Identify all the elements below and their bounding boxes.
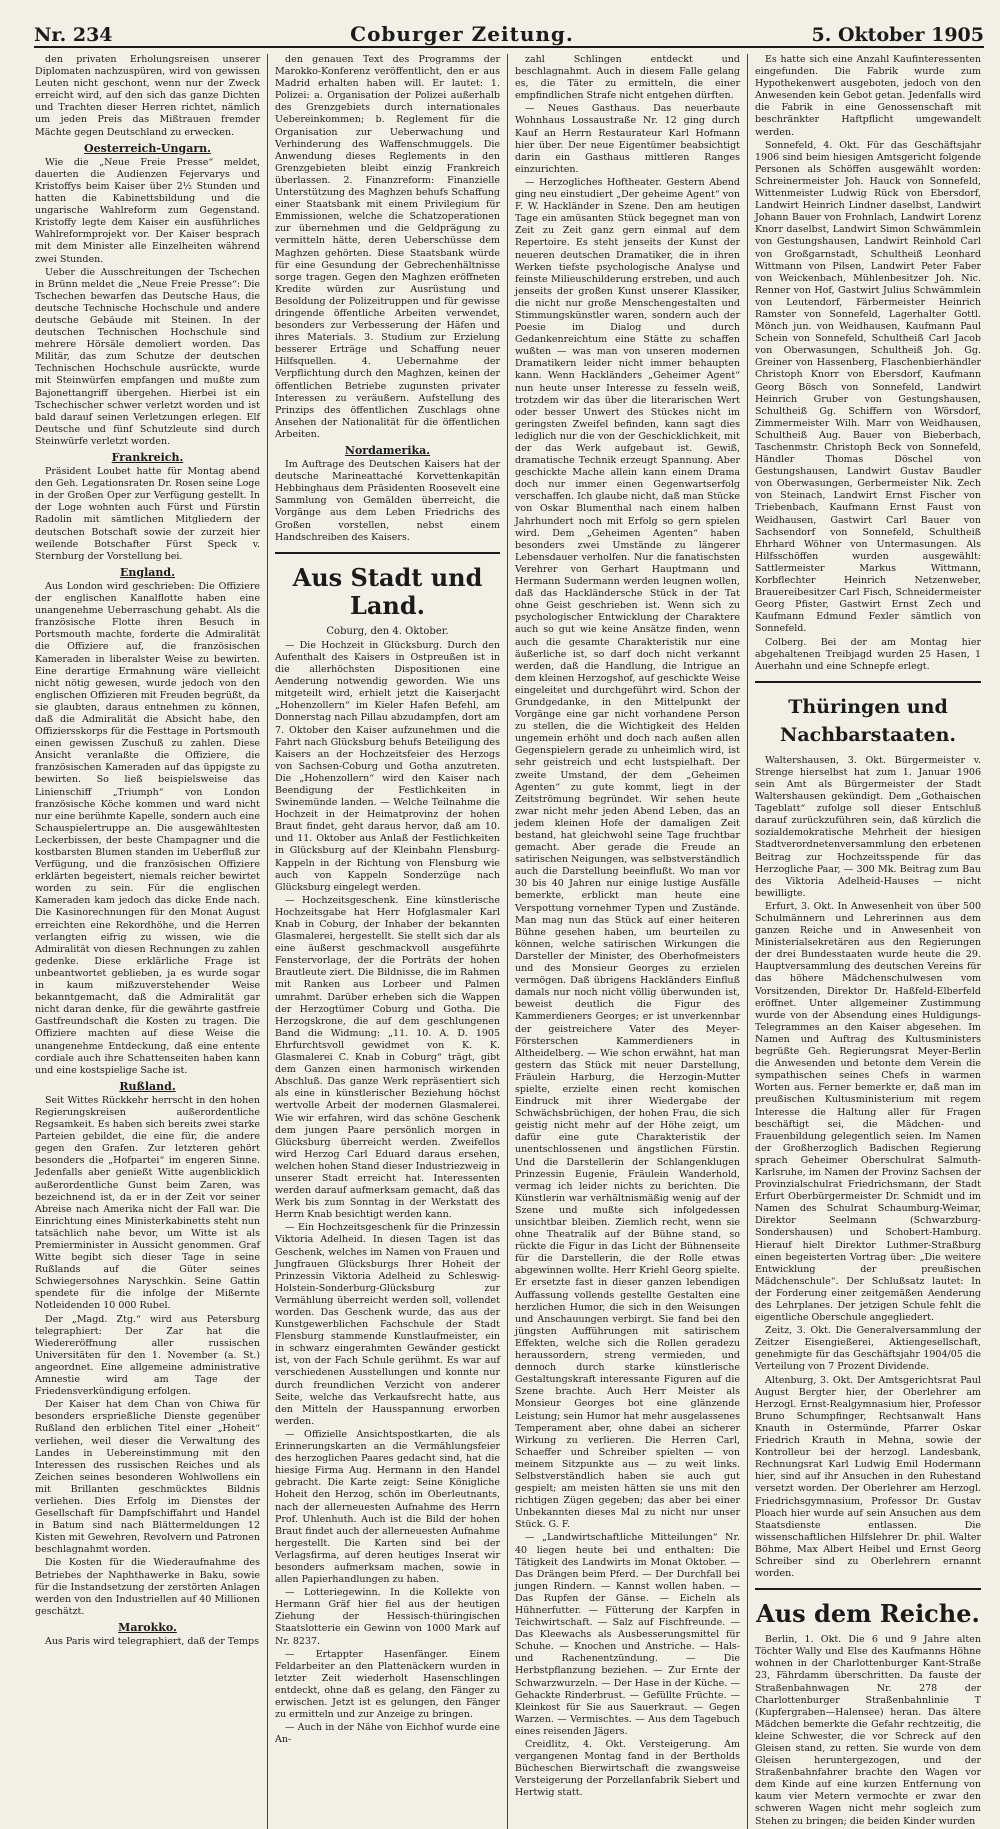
article-paragraph: Aus Paris wird telegraphiert, daß der Temps <box>45 1636 259 1647</box>
column-1 <box>28 54 268 1829</box>
issue-date: 5. Oktober 1905 <box>811 24 984 46</box>
dateline: Coburg, den 4. Oktober. <box>326 625 449 637</box>
article-paragraph: Berlin, 1. Okt. Die 6 und 9 Jahre alten Töchter Wally und Else des Kaufmanns Höhne wohnen in der Charlottenburger Kant-Straße 23, Fährdamm überschritten. Da fauste der Straßenbahnwagen Nr. 278 der Charlottenburger Straßenbahnlinie T (Kupfergraben—Halensee) heran. Das ältere Mädchen bemerkte die Gefahr rechtzeitig, die kleine Schwester, die vor Schreck auf den Gleisen stand, zu retten. Sie wurde von dem Gleisen heruntergezogen, und der Straßenbahnfahrer brachte den Wagen vor dem Kinde auf eine kurzen Entfernung von kaum vier Metern vermochte er zwar den schweren Wagen nicht mehr sogleich zum Stehen zu bringen; die beiden Kinder wurden <box>755 1634 981 1827</box>
article-paragraph: Erfurt, 3. Okt. In Anwesenheit von über 500 Schulmännern und Lehrerinnen aus dem ganzen Reiche und in Anwesenheit von Ministerialsekretären aus den Regierungen der drei Bundesstaaten wurde heute die 29. Hauptversammlung des deutschen Vereins für das höhere Mädchenschulwesen vom Vorsitzenden, Direktor Dr. Haßfeld-Elberfeld eröffnet. Unter allgemeiner Zustimmung wurde von der Absendung eines Huldigungs-Telegrammes an den Kaiser abgesehen. Im Namen und Auftrag des Kultusministers begrüßte Geh. Regierungsrat Meyer-Berlin die Anwesenden und betonte dem Verein die sympathischen seines Chefs in warmen Worten aus. Ferner bemerkte er, daß man im preußischen Kultusministerium mit regem Interesse die Haltung aller für Fragen beschäftigt sei, die Mädchen- und Frauenbildung gelegentlich seien. Im Namen der Großherzoglich Badischen Regierung sprach Geheimer Oberschulrat Salmuth-Karlsruhe, im Namen der Provinz Sachsen der Provinzialschulrat Friedrichsmann, der Stadt Erfurt Oberbürgermeister Dr. Schmidt und im Namen des Schulrat Schaumburg-Weimar, Direktor Seelmann (Schwarzburg-Sondershausen) und Schobert-Hamburg. Hierauf hielt Direktor Luthmer-Straßburg einen begeisterten Vortrag über: „Die weitere Entwicklung der preußischen Mädchenschule“. Der Schlußsatz lautet: In der Forderung einer zeitgemäßen Aenderung des Lehrplanes. Der jetzigen Schule fehlt die eigentliche Oberschule angegliedert. <box>755 900 981 1324</box>
article-paragraph: Creidlitz, 4. Okt. Versteigerung. Am vergangenen Montag fand in der Bertholds Bücheschen Bierwirtschaft die zwangsweise Versteigerung der Porzellanfabrik Siebert und Hertwig statt. <box>515 1739 740 1799</box>
article-paragraph: — Neues Gasthaus. Das neuerbaute Wohnhaus Lossaustraße Nr. 12 ging durch Kauf an Herrn Restaurateur Karl Hofmann hier über. Der neue Eigentümer beabsichtigt darin ein Gasthaus mittleren Ranges einzurichten. <box>515 103 740 175</box>
article-paragraph: Präsident Loubet hatte für Montag abend den Geh. Legationsraten Dr. Rosen seine Loge in der Großen Oper zur Verfügung gestellt. In der Loge wohnten auch Fürst und Fürstin Radolin mit sämtlichen Mitgliedern der deutschen Botschaft sowie der zurzeit hier weilende Botschafter Fürst Speck v. Sternburg der Vorstellung bei. <box>35 466 260 562</box>
column-4 <box>748 54 988 1829</box>
article-paragraph: Es hatte sich eine Anzahl Kaufinteressenten eingefunden. Die Fabrik wurde zum Hypothekenwert ausgeboten, jedoch von den Anwesenden kein Gebot getan. Jedenfalls wird die Fabrik in eine Genossenschaft mit beschränkter Haftpflicht umgewandelt werden. <box>755 54 981 138</box>
column-2 <box>268 54 508 1829</box>
text-columns <box>28 54 988 1827</box>
article-paragraph: — Hochzeitsgeschenk. Eine künstlerische Hochzeitsgabe hat Herr Hofglasmaler Karl Knab in Coburg, der Inhaber der bekannten Glasmalerei, hergestellt. Sie stellt sich dar als eine äußerst geschmackvoll ausgeführte Fenstervorlage, der die Porträts der hohen Brautleute ziert. Die Bildnisse, die im Rahmen mit Ranken aus Lorbeer und Palmen umrahmt. Darüber erheben sich die Wappen der Herzogtümer Coburg und Gotha. Die Herzogskrone, die auf dem geschlungenen Band die Widmung: „11. 10. A. D. 1905 Ehrfurchtsvoll gewidmet von K. K. Glasmalerei C. Knab in Coburg“ trägt, gibt dem Ganzen einen harmonisch wirkenden Abschluß. Das ganze Werk repräsentiert sich als eine in künstlerischer Beziehung höchst wertvolle Arbeit der modernen Glasmalerei. Wie wir erfahren, wird das schöne Geschenk dem jungen Paare persönlich morgen in Glücksburg überreicht werden. Zweifellos wird Herzog Carl Eduard daraus ersehen, welchen hohen Stand dieser Industriezweig in unserer Stadt erreicht hat. Interessenten werden darauf aufmerksam gemacht, daß das Werk bis zum Sonntag in der Werkstatt des Herrn Knab besichtigt werden kann. <box>275 894 500 1221</box>
article-paragraph: Altenburg, 3. Okt. Der Amtsgerichtsrat Paul August Bergter hier, der Oberlehrer am Herzogl. Ernst-Realgymnasium hier, Professor Bruno Schumpfinger, Rechtsanwalt Hans Knauth in Ostermünde, Pfarrer Oskar Friedrich Krauth in Mehna, sowie der Kontrolleur bei der herzogl. Landesbank, Rechnungsrat Karl Ludwig Emil Hodermann hier, sind auf ihr Ansuchen in den Ruhestand versetzt worden. Der Oberlehrer am Herzogl. Friedrichsgymnasium, Professor Dr. Gustav Ploach hier wurde auf sein Ansuchen aus dem Staatsdienste entlassen. Die wissenschaftlichen Hilfslehrer Dr. phil. Walter Böhme, Max Albert Heibel und Ernst Georg Schreiber sind zu Oberlehrern ernannt worden. <box>755 1374 981 1580</box>
article-paragraph: Der Kaiser hat dem Chan von Chiwa für besonders ersprießliche Dienste gegenüber Rußland den erblichen Titel einer „Hoheit“ verliehen, weil dieser die Verwaltung des Landes in Uebereinstimmung mit den Interessen des russischen Reiches und als Zeichen seines besonderen Wohlwollens ein mit Brillanten geschmücktes Bildnis verliehen. Dies Erfolg im Dienstes der Gesellschaft für Dampfschiffahrt und Handel in Batum sind nach Blättermeldungen 12 Kisten mit Gewehren, Revolvern und Patronen beschlagnahmt worden. <box>35 1399 260 1556</box>
section-heading-russland: Rußland. <box>119 1079 176 1093</box>
section-heading-nordamerika: Nordamerika. <box>344 444 431 457</box>
article-paragraph: — Ein Hochzeitsgeschenk für die Prinzessin Viktoria Adelheid. In diesen Tagen ist das Geschenk, welches im Namen von Frauen und Jungfrauen Glücksburgs Ihrer Hoheit der Prinzessin Viktoria Adelheid zu Schleswig-Holstein-Sonderburg-Glücksburg zur Vermählung überreicht werden soll, vollendet worden. Das Geschenk wurde, das aus der Kunstgewerblichen Fachschule der Stadt Flensburg stammende Kunstlaufmeister, ein in schwarz eingerahmten Gewänder gestickt ist, von der Fach Schule gerühmt. Es war auf verschiedenen Ausstellungen und konnte nur durch freundlichen Verzicht von anderer Seite, welche das Verkaufsrecht hatte, aus den Mitteln der Hausspannung erworben werden. <box>275 1222 500 1427</box>
article-paragraph: — Auch in der Nähe von Eichhof wurde eine An- <box>275 1722 500 1746</box>
masthead <box>34 14 984 48</box>
article-paragraph: zahl Schlingen entdeckt und beschlagnahmt. Auch in diesem Falle gelang es, die Täter zu ermitteln, die einer empfindlichen Strafe nicht entgehen dürften. <box>515 54 740 102</box>
section-heading-thueringen: Thüringen und Nachbarstaaten. <box>779 695 957 746</box>
section-divider <box>275 552 500 554</box>
article-paragraph: — Die Hochzeit in Glücksburg. Durch den Aufenthalt des Kaisers in Ostpreußen ist in die allerhöchsten Dispositionen eine Aenderung notwendig geworden. Wie uns mitgeteilt wird, erhielt jetzt die Kaiserjacht „Hohenzollern“ im Kieler Hafen Befehl, am Donnerstag nach Pillau abzudampfen, dort am 7. Oktober den Kaiser aufzunehmen und die Fahrt nach Glücksburg behufs Beteiligung des Kaisers an der Hochzeitsfeier des Herzogs von Sachsen-Coburg und Gotha anzutreten. Die „Hohenzollern“ wird den Kaiser nach Beendigung der Festlichkeiten in Swinemünde landen. — Welche Teilnahme die Hochzeit in der Heimatprovinz der hohen Braut findet, geht daraus hervor, daß am 10. und 11. Oktober aus Anlaß der Festlichkeiten in Glücksburg auf der Kleinbahn Flensburg-Kappeln in der Richtung von Flensburg wie auch von Kappeln Sonderzüge nach Glücksburg eingelegt werden. <box>275 639 500 893</box>
newspaper-title: Coburger Zeitung. <box>350 22 574 46</box>
column-3 <box>508 54 748 1829</box>
article-paragraph: den genauen Text des Programms der Marokko-Konferenz veröffentlicht, den er aus Madrid erhalten haben will. Er lautet: 1. Polizei: a. Organisation der Polizei außerhalb des Grenzgebiets durch internationales Uebereinkommen; b. Reglement für die Organisation zur Ueberwachung und Verhinderung des Waffenschmuggels. Die Anwendung dieses Reglements in den Grenzgebieten bleibt einzig Frankreich überlassen. 2. Finanzreform: Finanzielle Unterstützung des Maghzen behufs Schaffung einer Staatsbank mit einem Privilegium für Emmissionen, welche die Schatzoperationen zur übernehmen und die Geldprägung zu vermitteln hätte, deren Ueberschüsse dem Maghzen gehörten. Diese Staatsbank würde für eine Gesundung der Gebrechenhältnisse sorge tragen. Gegen den Maghzen eröffneten Kredite würden zur Ausrüstung und Besoldung der Polizeitruppen und für gewisse dringende öffentliche Arbeiten verwendet, besonders zur Verbesserung der Häfen und ihres Materials. 3. Studium zur Erzielung besserer Erträge und Schaffung neuer Hilfsquellen. 4. Uebernahme der Verpflichtung durch den Maghzen, keinen der öffentlichen Betriebe zugunsten privater Interessen zu veräußern. Aufstellung des Prinzips des öffentlichen Zuschlags ohne Ansehen der Nationalität für die öffentlichen Arbeiten. <box>275 54 500 440</box>
article-paragraph: Sonnefeld, 4. Okt. Für das Geschäftsjahr 1906 sind beim hiesigen Amtsgericht folgende Personen als Schöffen ausgewählt worden: Schreinermeister Joh. Hauck von Sonnefeld, Wittenmeister Ludwig Rück von Ebersdorf, Landwirt Heinrich Lindner daselbst, Landwirt Johann Bauer von Frohnlach, Landwirt Lorenz Knorr daselbst, Landwirt Simon Schwämmlein von Gestungshausen, Landwirt Reinhold Carl von Großgarnstadt, Schultheiß Leonhard Wittmann von Pilsen, Landwirt Peter Faber von Weickenbach, Mühlenbesitzer Joh. Nic. Renner von Hof, Gastwirt Julius Schwämmlein von Leutendorf, Färbermeister Heinrich Ramster von Sonnefeld, Lagerhalter Gottl. Mönch jun. von Weidhausen, Kaufmann Paul Schein von Sonnefeld, Schultheiß Carl Jacob von Oberwasungen, Schultheiß Joh. Gg. Greiner von Hassenberg, Flaschenbierhändler Christoph Knorr von Ebersdorf, Kaufmann Georg Bösch von Sonnefeld, Landwirt Heinrich Gruber von Gestungshausen, Schultheiß Gg. Schiffern von Wörsdorf, Zimmermeister Wilh. Marr von Weidhausen, Schultheiß Aug. Bauer von Bieberbach, Taschenmstr. Christoph Beck von Sonnefeld, Händler Thomas Döschel von Gestungshausen, Landwirt Gustav Baudler von Oberwasungen, Gerbermeister Nik. Zech von Steinach, Landwirt Ernst Fischer von Triebenbach, Kaufmann Ernst Faust von Weidhausen, Gastwirt Carl Bauer von Sachsendorf von Sonnefeld, Schultheiß Ehrhard Wöhner von Untermasungen. Als Hilfsschöffen wurden ausgewählt: Sattlermeister Markus Wittmann, Korbflechter Heinrich Netzenweber, Brauereibesitzer Carl Fisch, Schneidermeister Georg Pfister, Gastwirt Ernst Zech und Kaufmann Edmund Fexler sämtlich von Sonnefeld. <box>755 139 981 635</box>
article-paragraph: Zeitz, 3. Okt. Die Generalversammlung der Zeitzer Eisengießerei, Aktiengesellschaft, genehmigte für das Geschäftsjahr 1904/05 die Verteilung von 7 Prozent Dividende. <box>755 1325 981 1373</box>
issue-number: Nr. 234 <box>34 24 113 46</box>
article-paragraph: Die Kosten für die Wiederaufnahme des Betriebes der Naphthawerke in Baku, sowie für die Instandsetzung der zerstörten Anlagen werden von den Industriellen auf 40 Millionen geschätzt. <box>35 1557 260 1617</box>
article-paragraph: Waltershausen, 3. Okt. Bürgermeister v. Strenge hierselbst hat zum 1. Januar 1906 sein Amt als Bürgermeister der Stadt Waltershausen gekündigt. Dem „Gothaischen Tageblatt“ zufolge soll dieser Entschluß darauf zurückzuführen sein, daß kürzlich die sozialdemokratische Mehrheit der hiesigen Stadtverordnetenversammlung den erbetenen Beitrag zur Hochzeitsspende für das Herzogliche Paar, — 300 Mk. Beitrag zum Bau des Viktoria Adelheid-Hauses — nicht bewilligte. <box>755 754 981 899</box>
article-paragraph: — „Landwirtschaftliche Mitteilungen“ Nr. 40 liegen heute bei und enthalten: Die Tätigkeit des Landwirts im Monat Oktober. — Das Drängen beim Pferd. — Der Durchfall bei jungen Rindern. — Kannst wollen haben. — Das Rupfen der Gänse. — Eicheln als Hühnerfutter. — Fütterung der Karpfen in Teichwirtschaft. — Salz auf Fischfreunde. — Das Kleewachs als Ausbesserungsmittel für Schuhe. — Knochen und Anstriche. — Hals- und Rachenentzündung. — Die Herbstpflanzung beziehen. — Zur Ernte der Schwarzwurzeln. — Der Hase in der Küche. — Gehackte Rinderbrust. — Gefüllte Früchte. — Kleinkost für Sie aus Sauerkraut. — Gegen Warzen. — Vermischtes. — Aus dem Tagebuch eines reisenden Jägers. <box>515 1532 740 1737</box>
article-paragraph: — Lotteriegewinn. In die Kollekte von Hermann Gräf hier fiel aus der heutigen Ziehung der Hessisch-thüringischen Staatslotterie ein Gewinn von 1000 Mark auf Nr. 8237. <box>275 1587 500 1647</box>
article-paragraph: — Herzogliches Hoftheater. Gestern Abend ging neu einstudiert „Der geheime Agent“ von F. W. Hackländer in Szene. Den am heutigen Tage ein amüsanten Stück begegnet man von Zeit zu Zeit ganz gern einmal auf dem Repertoire. Es steht jenseits der Kunst der neueren deutschen Dramatiker, die in ihren Werken tiefste psychologische Analyse und feinste Milieuschilderung erstreben, und auch jenseits der großen Kunst unserer Klassiker, die nicht nur große Menschengestalten und Stimmungskünstler waren, sondern auch der Poesie im Dialog und durch Gedankenreichtum eine Stätte zu schaffen wußten — was man von unseren modernen Dramatikern leider nicht immer behaupten kann. Wenn Hackländers „Geheimer Agent“ nun heute unser Interesse zu fesseln weiß, trotzdem wir das über die literarischen Wert oder besser Unwert des Stückes nicht im geringsten Zweifel befinden, kann sagt dies lediglich nur die von der Geschicklichkeit, mit der das Werk aufgebaut ist. Gewiß, dramatische Technik erzeugt Spannung. Aber geschickte Mache allein kann einem Drama doch nur immer einen Gegenwartserfolg verschaffen. Ich glaube nicht, daß man Stücke von Oskar Blumenthal nach einem halben Jahrhundert noch mit Erfolg so gern spielen wird. Dem „Geheimen Agenten“ haben besonders zwei Umstände zu längerer Lebensdauer verholfen. Nur die fanatischsten Verehrer von Gerhart Hauptmann und Hermann Sudermann werden leugnen wollen, daß das Hackländersche Stück in der Tat ohne Geist geschrieben ist. Wenn sich zu psychologischer Entwicklung der Charaktere auch so gut wie keine Ansätze finden, wenn auch die gesamte Charakteristik nur eine äußerliche ist, so darf doch nicht verkannt werden, daß die Handlung, die Intrigue an dem kleinen Herzogshof, auf geschickte Weise eingeleitet und durchgeführt wird. Schon der Grundgedanke, in den Mittelpunkt der Vorgänge eine gar nicht vorhandene Person zu stellen, die die Wichtigkeit des Helden ungemein erhöht und doch nach außen allen Gegenspielern gerade zu unheimlich wird, ist sehr geistreich und echt lustspielhaft. Der zweite Umstand, der dem „Geheimen Agenten“ zu gute kommt, liegt in der Zeitströmung begründet. Wir sehen heute zwar nicht mehr jeden Abend Leben, das an jedem kleinen Hofe der damaligen Zeit bestand, hat gleichwohl seine Tage fruchtbar gemacht. Aber gerade die Freude an satirischen Neigungen, was selbstverständlich auch die Darstellung beeinflußt. Wo man vor 30 bis 40 Jahren nur einige lustige Ausfälle bemerkte, erblickt man heute eine Verspottung vornehmer Typen und Zustände. Man mag nun das Stück auf einer heiteren Bühne gesehen haben, um beurteilen zu können, welche satirischen Wirkungen die Darsteller der Minister, des Oberhofmeisters und des Monsieur Georges zu erzielen vermögen. Daß übrigens Hackländers Einfluß damals nur noch nicht völlig überwunden ist, beweist deutlich die Figur des Kammerdieners Georges; er ist unverkennbar der geistreichere Vater des Meyer-Försterschen Kammerdieners in Altheidelberg. — Wie schon erwähnt, hat man gestern das Stück mit neuer Darstellung, Fräulein Harburg, die Herzogin-Mutter spielte, erzielte einen recht komischen Eindruck mit ihrer Wiedergabe der Schwächsbrüchigen, der hohen Frau, die sich geistig nicht mehr auf der Höhe zeigt, um dafür eine gute Charakteristik der unentschlossenen und ängstlichen Fürstin. Und die Darstellerin der Schlangenklugen Prinzessin Eugenie, Fräulein Wanderhold, vermag ich leider nichts zu berichten. Die Künstlerin war verhältnismäßig wenig auf der Szene und mußte sich infolgedessen unsichtbar bleiben. Ziemlich recht, wenn sie ohne Theatralik auf der Bühne stand, so rückte die Figur in das Licht der Bühnenseite für die Darstellerin, die der Rolle etwas abgewinnen wollte. Herr Kriehl Georg spielte. Er ersetzte fast in dieser ganzen lebendigen Auffassung vollends gestellte Gestalten eine herzlichen Humor, die sich in den Weisungen und Anschauungen verbirgt. Sie fand bei den jüngsten Aufführungen mit satirischem Effekten, welche sich die Rollen geradezu heraussordern, streng vermieden, und dennoch durch starke künstlerische Gestaltungskraft interessante Figuren auf die Szene brachte. Auch Herr Meister als Monsieur Georges bot eine glänzende Leistung; sein Humor hat mehr ausgelassenes Temperament aber, ohne dabei an sicherer Wirkung zu verlieren. Die Herren Carl, Schaeffer und Schreiber spielten — von meinem Sitzpunkte aus — zu weit links. Selbstverständlich haben sie auch gut gespielt; am meisten hätten sie uns mit den richtigen Zügen gegeben; das aber bei einer Unbekannten dieses Mal zu nicht nur unser Stück. G. F. <box>515 176 740 1531</box>
section-heading-frankreich: Frankreich. <box>111 451 184 464</box>
article-paragraph: Im Auftrage des Deutschen Kaisers hat der deutsche Marineattaché Korvettenkapitän Hebbinghaus dem Präsidenten Roosevelt eine Sammlung von Gemälden überreicht, die Vorgänge aus dem Leben Friedrichs des Großen vorstellen, nebst einem Handschreiben des Kaisers. <box>275 459 500 543</box>
article-paragraph: den privaten Erholungsreisen unserer Diplomaten nachzuspüren, wird von gewissen Leuten nicht geschont, wenn nur der Zweck erreicht wird, auf den sich das ganze Dichten und Trachten dieser Herren richtet, nämlich um jeden Preis das Mißtrauen fremder Mächte gegen Deutschland zu erwecken. <box>35 54 260 138</box>
section-heading-stadt-und-land: Aus Stadt und Land. <box>292 562 483 620</box>
article-paragraph: Seit Wittes Rückkehr herrscht in den hohen Regierungskreisen außerordentliche Regsamkeit. Es haben sich bereits zwei starke Parteien gebildet, die eine für, die andere gegen den Grafen. Zur letzteren gehört besonders die „Hofpartei“ im engeren Sinne. Jedenfalls aber genießt Witte augenblicklich außerordentliche Gunst beim Zaren, was bezeichnend ist, da er in der Zeit vor seiner Abreise nach Amerika nicht der Fall war. Die Einrichtung eines Ministerkabinetts steht nun tatsächlich nahe bevor, um Witte ist als Premierminister in Aussicht genommen. Graf Witte begibt sich dieser Tage in seine Rußlands auf die Güter seines Schwiegersohnes Naryschkin. Seine Gattin spendete für die infolge der Mißernte Notleidenden 10 000 Rubel. <box>35 1094 260 1312</box>
section-divider <box>755 1588 981 1590</box>
article-paragraph: Ueber die Ausschreitungen der Tschechen in Brünn meldet die „Neue Freie Presse“: Die Tschechen bewarfen das Deutsche Haus, die deutsche Technische Hochschule und andere deutsche Gebäude mit Steinen. In der deutschen Technischen Hochschule sind mehrere Hörsäle demoliert worden. Das Militär, das zum Schutze der deutschen Technischen Hochschule ausrückte, wurde mit Steinwürfen empfangen und mußte zum Bajonettangriff übergehen. Hierbei ist ein Tschechischer schwer verletzt worden und ist bald darauf seinen Verletzungen erlegen. Elf Deutsche und fünf Schutzleute sind durch Steinwürfe verletzt worden. <box>35 266 260 447</box>
article-paragraph: Colberg. Bei der am Montag hier abgehaltenen Treibjagd wurden 25 Hasen, 1 Auerhahn und eine Schnepfe erlegt. <box>755 636 981 672</box>
section-heading-england: England. <box>120 565 175 579</box>
article-paragraph: — Ertappter Hasenfänger. Einem Feldarbeiter an den Plattenäckern wurden in letzter Zeit wiederholt Hasenschlingen entdeckt, ohne daß es gelang, den Fänger zu erwischen. Jetzt ist es gelungen, den Fänger zu ermitteln und zur Anzeige zu bringen. <box>275 1648 500 1721</box>
article-paragraph: — Offizielle Ansichtspostkarten, die als Erinnerungskarten an die Vermählungsfeier des herzoglichen Paares gedacht sind, hat die hiesige Firma Aug. Hermann in den Handel gebracht. Die Karte zeigt: Seine Königliche Hoheit den Herzog, schön im Oberleutnants, nach der allerneuesten Aufnahme des Herrn Prof. Uhlenhuth. Auch ist die Bild der hohen Braut findet auch der allerneuesten Aufnahme hergestellt. Die Karten sind bei der Verlagsfirma, auf deren heutiges Inserat wir besonders aufmerksam machen, sowie in allen Papierhandlungen zu haben. <box>275 1428 500 1586</box>
section-heading-aus-dem-reiche: Aus dem Reiche. <box>756 1599 980 1629</box>
section-heading-marokko: Marokko. <box>118 1620 177 1634</box>
article-paragraph: Wie die „Neue Freie Presse“ meldet, dauerten die Audienzen Fejervarys und Kristoffys beim Kaiser über 2½ Stunden und hatten die Kabinettsbildung und die ungarische Wahlreform zum Gegenstand. Kristoffy legte dem Kaiser ein ausführliches Wahlreformprojekt vor. Der Kaiser besprach mit dem Minister alle Einzelheiten während zwei Stunden. <box>35 156 260 265</box>
section-divider <box>755 681 981 683</box>
article-paragraph: Der „Magd. Ztg.“ wird aus Petersburg telegraphiert: Der Zar hat die Wiedereröffnung aller russischen Universitäten für den 1. November (a. St.) angeordnet. Eine allgemeine administrative Amnestie wird am Tage der Friedensverkündigung erfolgen. <box>35 1313 260 1398</box>
article-paragraph: Aus London wird geschrieben: Die Offiziere der englischen Kanalflotte haben eine unangenehme Ueberraschung gehabt. Als die französische Flotte ihren Besuch in Portsmouth machte, forderte die Admiralität die Offiziere auf, die französischen Kameraden in liberalster Weise zu bewirten. Eine derartige Ermahnung wäre vielleicht nicht nötig gewesen, wurde jedoch von den englischen Offizieren mit Freuden begrüßt, da sie glaubten, daraus entnehmen zu können, daß die Admiralität die Absicht habe, den Offiziersskorps für die Festtage in Portsmouth einen gewissen Zuschuß zu zahlen. Diese Ansicht veranlaßte die Offiziere, die französischen Kameraden auf das üppigste zu bewirten. So ließ beispielsweise das Linienschiff „Triumph“ von London französische Köche kommen und ward nicht nur eine berühmte Kapelle, sondern auch eine Schauspielertruppe an. Die ausgewähltesten Leckerbissen, der beste Champagner und die kostbarsten Blumen standen im Ueberfluß zur Verfügung, und die französischen Offiziere erklärten begeistert, niemals reicher bewirtet worden zu sein. Für die englischen Kameraden kam jedoch das dicke Ende nach. Die Kasinorechnungen für den Monat August erreichten eine Rekordhöhe, und die Herren verlangten eifrig zu wissen, wie die Admiralität von diesen Rechnungen zu zahlen gedenke. Diese erklärliche Frage ist unbeantwortet geblieben, ja es wurde sogar in kaum mißzuverstehender Weise bekanntgemacht, daß die Admiralität gar nicht daran denke, für die gewährte gastfreie Gastfreundschaft die Kosten zu tragen. Die Offiziere machten auf diese Weise die unangenehme Entdeckung, daß eine entente cordiale auch ihre Schattenseiten haben kann und eine kostspielige Sache ist. <box>35 580 260 1076</box>
section-heading-oesterreich: Oesterreich-Ungarn. <box>84 141 211 155</box>
